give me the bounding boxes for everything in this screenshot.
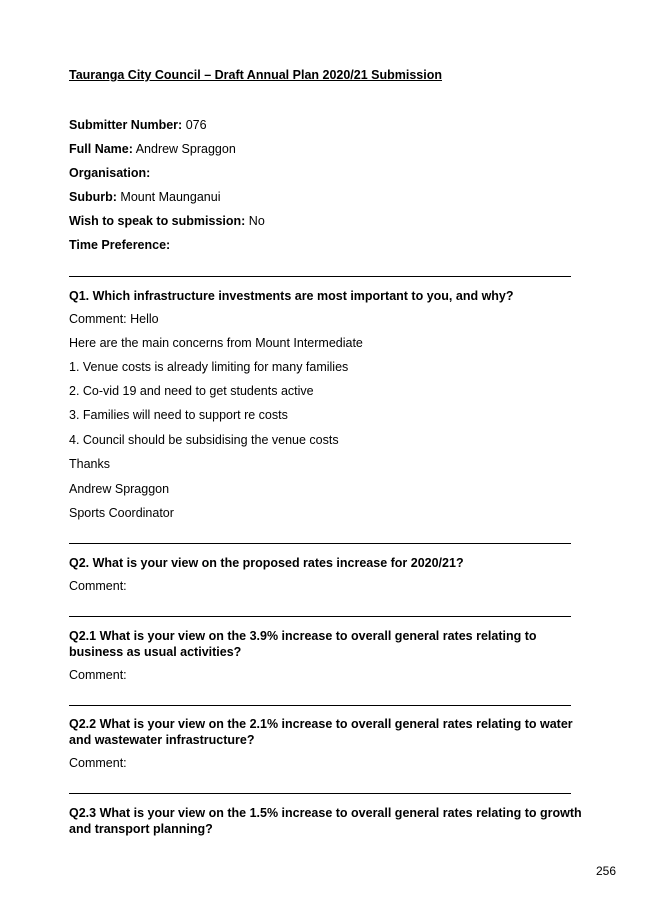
q1-question: Q1. Which infrastructure investments are most important to you, and why? xyxy=(69,289,514,303)
q2-1-comment: Comment: xyxy=(69,668,127,682)
field-time-preference xyxy=(69,238,170,252)
q1-comment-line: 4. Council should be subsidising the venue costs xyxy=(69,433,339,447)
field-value: 076 xyxy=(185,118,207,132)
field-value: Andrew Spraggon xyxy=(135,142,236,156)
q2-2-question: Q2.2 What is your view on the 2.1% increase to overall general rates relating to water and wastewater infrastructure? xyxy=(69,717,573,747)
q1-comment-line: Thanks xyxy=(69,457,110,471)
field-wish-to-speak xyxy=(69,214,265,228)
divider xyxy=(69,276,571,277)
divider xyxy=(69,705,571,706)
divider xyxy=(69,543,571,544)
page-number: 256 xyxy=(595,864,616,878)
document-title: Tauranga City Council – Draft Annual Plan 2020/21 Submission xyxy=(69,68,443,82)
field-label: Suburb: xyxy=(69,190,117,204)
field-value: No xyxy=(248,214,265,228)
field-full-name xyxy=(69,142,236,156)
q1-comment-line: 1. Venue costs is already limiting for many families xyxy=(69,360,349,374)
field-label: Submitter Number: xyxy=(69,118,183,132)
field-label: Wish to speak to submission: xyxy=(69,214,246,228)
q2-question: Q2. What is your view on the proposed rates increase for 2020/21? xyxy=(69,556,464,570)
q1-comment-line: Sports Coordinator xyxy=(69,506,174,520)
field-suburb xyxy=(69,190,220,204)
field-label: Organisation: xyxy=(69,166,151,180)
q2-1-question: Q2.1 What is your view on the 3.9% increase to overall general rates relating to business as usual activities? xyxy=(69,629,537,659)
q2-2-comment: Comment: xyxy=(69,756,127,770)
q1-comment-line: Comment: Hello xyxy=(69,312,159,326)
q1-comment-line: Here are the main concerns from Mount Intermediate xyxy=(69,336,363,350)
field-label: Full Name: xyxy=(69,142,133,156)
divider xyxy=(69,793,571,794)
q2-comment: Comment: xyxy=(69,579,127,593)
q1-comment-line: 2. Co-vid 19 and need to get students active xyxy=(69,384,314,398)
divider xyxy=(69,616,571,617)
field-organisation xyxy=(69,166,150,180)
field-label: Time Preference: xyxy=(69,238,171,252)
q1-comment-line: Andrew Spraggon xyxy=(69,482,170,496)
q1-comment-line: 3. Families will need to support re costs xyxy=(69,408,288,422)
field-value: Mount Maunganui xyxy=(120,190,221,204)
q2-3-question: Q2.3 What is your view on the 1.5% increase to overall general rates relating to growth and transport planning? xyxy=(69,806,582,836)
field-submitter-number xyxy=(69,118,207,132)
